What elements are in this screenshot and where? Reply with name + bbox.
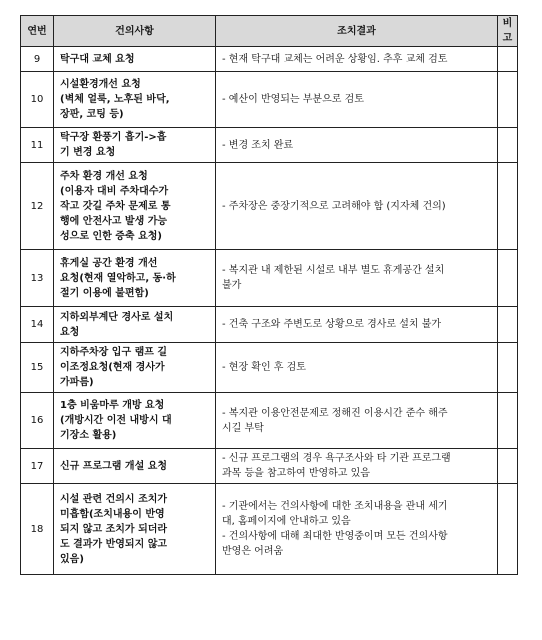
table-row (21, 72, 518, 128)
note-cell (498, 393, 518, 449)
row-number: 11 (21, 128, 54, 163)
row-number: 9 (21, 47, 54, 72)
note-cell (498, 163, 518, 250)
request-text: 절기 이용에 불편함) (60, 287, 149, 299)
result-cell (216, 47, 498, 72)
row-number: 17 (21, 449, 54, 484)
result-text: - 주차장은 중장기적으로 고려해야 함 (지자체 건의) (222, 200, 446, 212)
result-text: - 현장 확인 후 검토 (222, 362, 306, 373)
result-text: - 건의사항에 대해 최대한 반영중이며 모든 건의사항 (222, 531, 448, 542)
result-cell (216, 128, 498, 163)
request-cell (54, 393, 216, 449)
header-note: 비고 (498, 16, 518, 47)
result-text: - 건축 구조와 주변도로 상황으로 경사로 설치 불가 (222, 319, 442, 330)
suggestion-table (20, 15, 518, 575)
table-row (21, 163, 518, 250)
request-text: 도 결과가 반영되지 않고 (60, 538, 168, 550)
row-number: 12 (21, 163, 54, 250)
result-cell (216, 163, 498, 250)
row-number: 10 (21, 72, 54, 128)
request-cell (54, 250, 216, 307)
header-request: 건의사항 (54, 16, 216, 47)
request-text: 성으로 인한 증축 요청) (60, 230, 162, 242)
request-text: 이조정요청(현재 경사가 (60, 362, 165, 373)
note-cell (498, 72, 518, 128)
result-cell (216, 72, 498, 128)
request-text: 신규 프로그램 개설 요청 (60, 460, 168, 472)
table-row (21, 393, 518, 449)
table-row (21, 128, 518, 163)
request-text: 지하외부계단 경사로 설치 (60, 311, 174, 323)
request-text: 주차 환경 개선 요청 (60, 170, 148, 182)
result-text: - 복지관 이용안전문제로 정해진 이용시간 준수 해주 (222, 407, 448, 419)
table-header (21, 16, 518, 47)
result-text: - 복지관 내 제한된 시설로 내부 별도 휴게공간 설치 (222, 265, 445, 276)
result-text: 대, 홈페이지에 안내하고 있음 (222, 516, 351, 527)
request-text: 요청 (60, 326, 80, 338)
request-text: 요청(현재 열악하고, 동·하 (60, 272, 176, 284)
request-text: 휴게실 공간 환경 개선 (60, 257, 158, 269)
request-text: 기장소 활용) (60, 430, 117, 441)
request-cell (54, 47, 216, 72)
request-cell (54, 128, 216, 163)
note-cell (498, 128, 518, 163)
header-result: 조치결과 (216, 16, 498, 47)
result-cell (216, 393, 498, 449)
request-text: 되지 않고 조치가 되더라 (60, 523, 168, 535)
note-cell (498, 484, 518, 575)
note-cell (498, 250, 518, 307)
row-number: 16 (21, 393, 54, 449)
request-cell (54, 307, 216, 343)
result-text: 과목 등을 참고하여 반영하고 있음 (222, 468, 370, 479)
request-text: (벽체 얼룩, 노후된 바닥, (60, 94, 170, 105)
result-cell (216, 449, 498, 484)
note-cell (498, 343, 518, 393)
request-cell (54, 449, 216, 484)
result-cell (216, 250, 498, 307)
request-text: 있음) (60, 553, 84, 565)
request-text: 행에 안전사고 발생 가능 (60, 215, 168, 227)
header-no: 연번 (21, 16, 54, 47)
request-cell (54, 163, 216, 250)
request-cell (54, 484, 216, 575)
table-body (21, 47, 518, 575)
request-text: 1층 비움마루 개방 요청 (60, 400, 165, 411)
request-text: 가파름) (60, 377, 94, 388)
row-number: 14 (21, 307, 54, 343)
row-number: 13 (21, 250, 54, 307)
result-text: - 기관에서는 건의사항에 대한 조치내용을 관내 세기 (222, 501, 448, 512)
request-cell (54, 343, 216, 393)
request-text: 미흡함(조치내용이 반영 (60, 508, 165, 520)
note-cell (498, 307, 518, 343)
request-text: (개방시간 이전 내방시 대 (60, 415, 172, 426)
request-text: (이용자 대비 주차대수가 (60, 185, 169, 197)
row-number: 15 (21, 343, 54, 393)
table-row (21, 47, 518, 72)
row-number: 18 (21, 484, 54, 575)
result-text: 반영은 어려움 (222, 546, 284, 557)
result-cell (216, 343, 498, 393)
result-text: 시길 부탁 (222, 422, 264, 434)
table-row (21, 343, 518, 393)
table-row (21, 484, 518, 575)
request-text: 지하주차장 입구 램프 길 (60, 347, 168, 358)
result-text: - 예산이 반영되는 부분으로 검토 (222, 94, 364, 105)
result-text: - 신규 프로그램의 경우 욕구조사와 타 기관 프로그램 (222, 453, 451, 464)
request-text: 시설 관련 건의시 조치가 (60, 493, 168, 505)
note-cell (498, 449, 518, 484)
request-text: 시설환경개선 요청 (60, 79, 141, 90)
request-text: 탁구대 교체 요청 (60, 53, 135, 65)
request-cell (54, 72, 216, 128)
request-text: 작고 갓길 주차 문제로 통 (60, 200, 171, 212)
table-row (21, 250, 518, 307)
table-row (21, 307, 518, 343)
result-text: 불가 (222, 280, 242, 291)
table-row (21, 449, 518, 484)
request-text: 장판, 코팅 등) (60, 109, 124, 120)
note-cell (498, 47, 518, 72)
request-text: 탁구장 환풍기 흡기->흡 (60, 132, 167, 143)
result-text: - 현재 탁구대 교체는 어려운 상황임. 추후 교체 검토 (222, 53, 448, 65)
request-text: 기 변경 요청 (60, 147, 116, 158)
result-text: - 변경 조치 완료 (222, 139, 294, 151)
result-cell (216, 307, 498, 343)
result-cell (216, 484, 498, 575)
